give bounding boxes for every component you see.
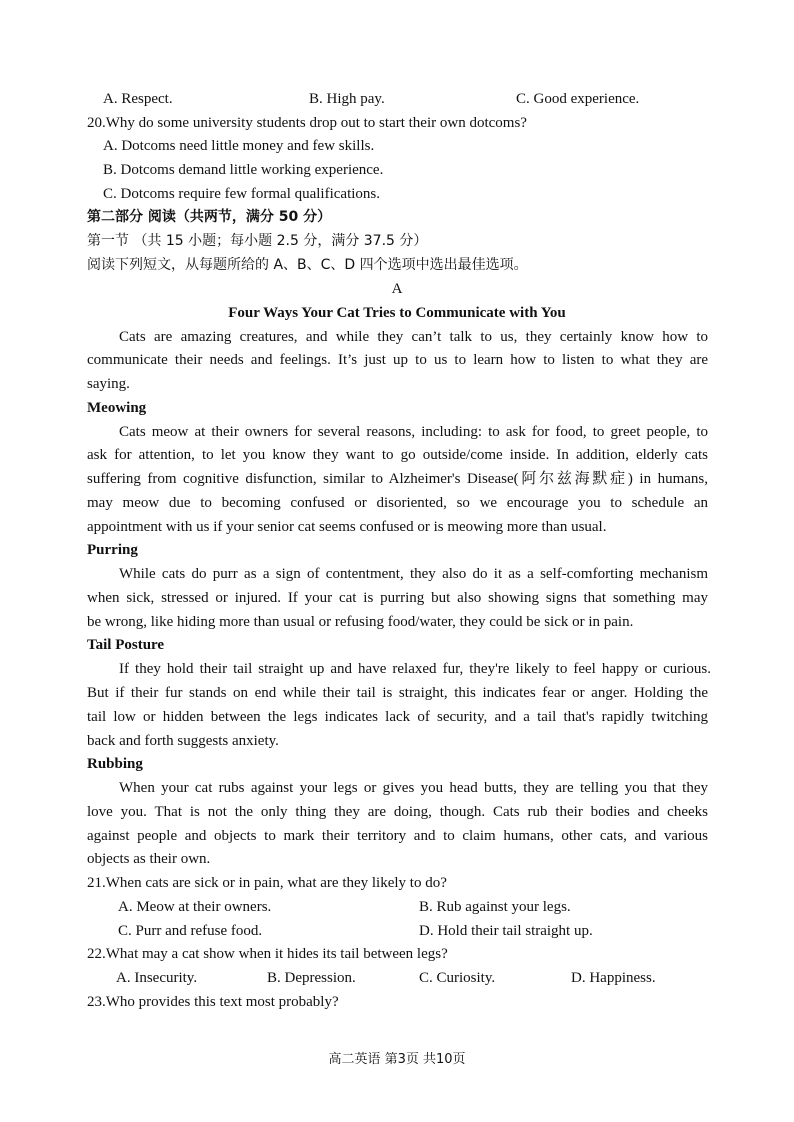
meowing-line-1: Cats meow at their owners for several reasons, including: to ask for food, to greet people, to [119,424,708,440]
q20-option-b: B. Dotcoms demand little working experience. [103,162,384,178]
tail-line-1: If they hold their tail straight up and have relaxed fur, they're likely to feel happy or curious. [119,661,711,677]
rubbing-line-3: against people and objects to mark their territory and to claim humans, other cats, and various [87,828,708,844]
q19-option-a: A. Respect. [103,91,173,107]
meowing-line-4: may meow due to becoming confused or disoriented, so we encourage you to schedule an [87,495,708,511]
intro-line-2: communicate their needs and feelings. It’s just up to us to learn how to listen to what they are [87,352,708,368]
tail-line-2: But if their fur stands on end while their tail is straight, this indicates fear or anger. Holding the [87,685,708,701]
q22-option-c: C. Curiosity. [419,970,496,986]
q21-option-b: B. Rub against your legs. [419,899,571,915]
reading-instruction: 阅读下列短文，从每题所给的 A、B、C、D 四个选项中选出最佳选项。 [87,257,528,273]
passage-title: Four Ways Your Cat Tries to Communicate with You [228,305,566,321]
purring-line-1: While cats do purr as a sign of contentment, they also do it as a self-comforting mechanism [119,566,708,582]
q21-option-a: A. Meow at their owners. [118,899,272,915]
q20-option-a: A. Dotcoms need little money and few skills. [103,138,375,154]
rubbing-line-1: When your cat rubs against your legs or gives you head butts, they are telling you that they [119,780,708,796]
tail-heading: Tail Posture [87,637,165,653]
tail-line-3: tail low or hidden between the legs indicates lack of security, and a tail that's rapidly twitching [87,709,708,725]
q22-option-b: B. Depression. [267,970,356,986]
section1-heading: 第一节 （共 15 小题；每小题 2.5 分，满分 37.5 分） [87,233,428,249]
q20-option-c: C. Dotcoms require few formal qualifications. [103,186,381,202]
meowing-line-2: ask for attention, to let you know they want to go outside/come inside. In addition, elderly cats [87,447,708,463]
meowing-heading: Meowing [87,400,147,416]
q22-stem: 22.What may a cat show when it hides its tail between legs? [87,946,448,962]
page-footer: 高二英语 第3页 共10页 [328,1052,466,1067]
q19-option-b: B. High pay. [309,91,385,107]
meowing-line-5: appointment with us if your senior cat seems confused or is meowing more than usual. [87,519,607,535]
purring-line-2: when sick, stressed or injured. If your cat is purring but also showing signs that something may [87,590,708,606]
intro-line-1: Cats are amazing creatures, and while they can’t talk to us, they certainly know how to [119,329,708,345]
passage-letter: A [391,281,403,297]
purring-line-3: be wrong, like hiding more than usual or refusing food/water, they could be sick or in pain. [87,614,634,630]
q20-stem: 20.Why do some university students drop out to start their own dotcoms? [87,115,527,131]
q21-option-c: C. Purr and refuse food. [118,923,263,939]
q21-stem: 21.When cats are sick or in pain, what are they likely to do? [87,875,447,891]
q22-option-a: A. Insecurity. [116,970,198,986]
part2-heading: 第二部分 阅读（共两节，满分 50 分） [87,209,332,225]
q21-option-d: D. Hold their tail straight up. [419,923,593,939]
rubbing-line-4: objects as their own. [87,851,211,867]
rubbing-line-2: love you. That is not the only thing they are doing, though. Cats rub their bodies and cheeks [87,804,708,820]
tail-line-4: back and forth suggests anxiety. [87,733,279,749]
q19-option-c: C. Good experience. [516,91,640,107]
rubbing-heading: Rubbing [87,756,143,772]
purring-heading: Purring [87,542,138,558]
meowing-line-3: suffering from cognitive disfunction, similar to Alzheimer's Disease(阿尔兹海默症) in humans, [87,471,708,487]
q22-option-d: D. Happiness. [571,970,656,986]
q23-stem: 23.Who provides this text most probably? [87,994,339,1010]
intro-line-3: saying. [87,376,130,392]
